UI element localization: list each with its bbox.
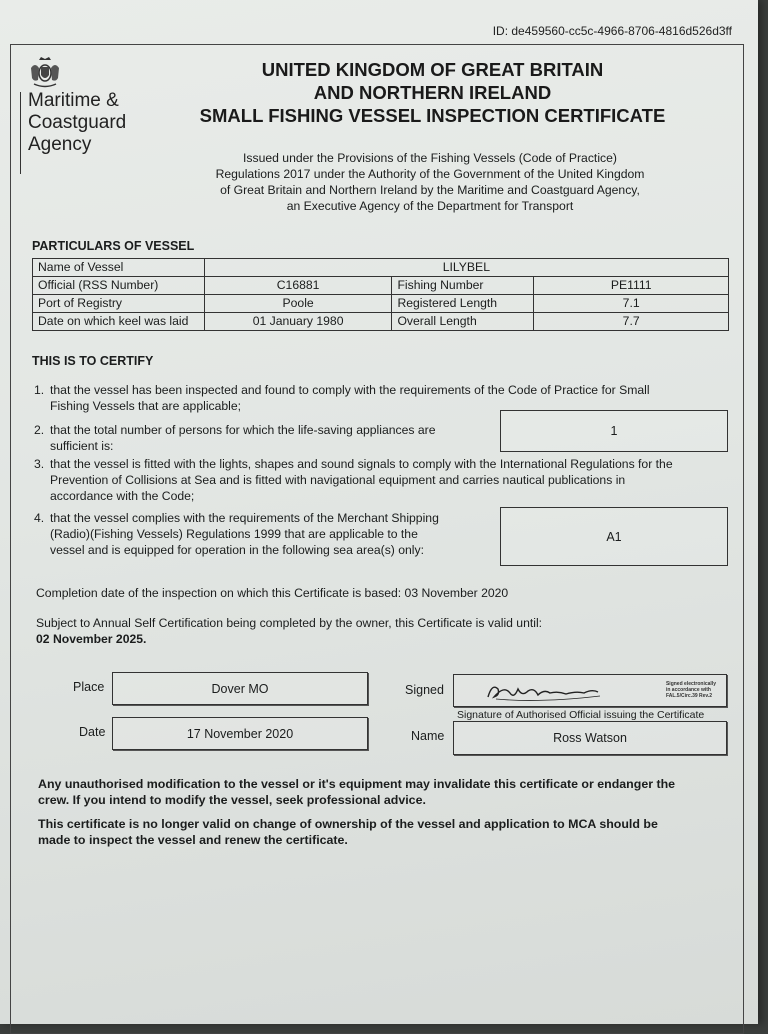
title-line-2: AND NORTHERN IRELAND	[313, 82, 552, 103]
logo-divider	[20, 92, 21, 174]
item-2-line-2: sufficient is:	[50, 439, 114, 453]
fishing-number-value: PE1111	[534, 277, 729, 295]
place-field: Dover MO	[112, 672, 368, 705]
overall-length-value: 7.7	[534, 313, 729, 331]
name-label: Name	[411, 729, 445, 743]
signature-electronic-note	[666, 681, 716, 699]
signed-label: Signed	[405, 683, 444, 697]
item-4-line-3: vessel and is equipped for operation in the following sea area(s) only:	[50, 543, 424, 557]
item-1-line-2: Fishing Vessels that are applicable;	[50, 399, 242, 413]
name-of-vessel-label: Name of Vessel	[33, 259, 205, 277]
item-number: 3.	[34, 457, 45, 471]
certify-title: THIS IS TO CERTIFY	[32, 354, 154, 368]
date-label: Date	[79, 725, 106, 739]
official-number-value: C16881	[204, 277, 392, 295]
agency-name-line-1: Maritime &	[28, 90, 119, 111]
vessel-particulars-table	[32, 258, 729, 331]
registered-length-value: 7.1	[534, 295, 729, 313]
particulars-title: PARTICULARS OF VESSEL	[32, 239, 195, 253]
warning-2-line-1: This certificate is no longer valid on change of ownership of the vessel and application to MCA should be	[38, 817, 658, 831]
table-row	[33, 295, 729, 313]
item-4-line-2: (Radio)(Fishing Vessels) Regulations 1999 that are applicable to the	[50, 527, 418, 541]
item-text	[50, 510, 439, 558]
title-line-1: UNITED KINGDOM OF GREAT BRITAIN	[261, 59, 604, 80]
document-id: ID: de459560-cc5c-4966-8706-4816d526d3ff	[492, 24, 732, 38]
date-field: 17 November 2020	[112, 717, 368, 750]
fishing-number-label: Fishing Number	[392, 277, 534, 295]
warning-2-line-2: made to inspect the vessel and renew the certificate.	[38, 833, 348, 847]
item-4-line-1: that the vessel complies with the requirements of the Merchant Shipping	[50, 511, 439, 525]
certify-item-4	[34, 510, 494, 560]
validity-text: Subject to Annual Self Certification being completed by the owner, this Certificate is valid until:	[36, 616, 543, 630]
item-text	[50, 422, 435, 454]
table-row	[33, 277, 729, 295]
item-number: 1.	[34, 383, 45, 397]
item-number: 2.	[34, 423, 45, 437]
royal-crest-icon	[28, 56, 62, 90]
name-field: Ross Watson	[453, 721, 727, 755]
table-row	[33, 313, 729, 331]
issued-line-4: an Executive Agency of the Department for Transport	[286, 199, 574, 213]
agency-name-line-2: Coastguard	[28, 112, 127, 133]
validity-statement	[36, 615, 726, 647]
signature-field	[453, 674, 727, 707]
issued-line-2: Regulations 2017 under the Authority of the Government of the United Kingdom	[215, 167, 645, 181]
registered-length-label: Registered Length	[392, 295, 534, 313]
item-2-line-1: that the total number of persons for which the life-saving appliances are	[50, 423, 436, 437]
item-text	[50, 456, 673, 504]
agency-name-line-3: Agency	[28, 134, 92, 155]
title-line-3: SMALL FISHING VESSEL INSPECTION CERTIFICATE	[199, 105, 666, 126]
item-1-line-1: that the vessel has been inspected and found to comply with the requirements of the Code of Practice for Small	[50, 383, 650, 397]
overall-length-label: Overall Length	[392, 313, 534, 331]
official-number-label: Official (RSS Number)	[33, 277, 205, 295]
agency-name	[28, 90, 126, 156]
table-row	[33, 259, 729, 277]
issued-statement	[190, 150, 670, 214]
handwritten-signature-icon	[480, 677, 620, 705]
certificate-title	[160, 58, 705, 127]
valid-until-date: 02 November 2025.	[36, 632, 147, 646]
sig-note-line-1: Signed electronically	[665, 681, 716, 687]
sea-area-box: A1	[500, 507, 728, 566]
completion-statement: Completion date of the inspection on which this Certificate is based: 03 November 2020	[36, 586, 509, 600]
persons-count-box: 1	[500, 410, 728, 452]
warning-1-line-2: crew. If you intend to modify the vessel, seek professional advice.	[38, 793, 426, 807]
port-of-registry-label: Port of Registry	[33, 295, 205, 313]
ownership-warning	[38, 816, 728, 848]
keel-date-label: Date on which keel was laid	[33, 313, 205, 331]
port-of-registry-value: Poole	[204, 295, 392, 313]
issued-line-1: Issued under the Provisions of the Fishing Vessels (Code of Practice)	[243, 151, 617, 165]
warning-1-line-1: Any unauthorised modification to the vessel or it's equipment may invalidate this certificate or endanger the	[38, 777, 676, 791]
name-of-vessel-value: LILYBEL	[204, 259, 728, 277]
sig-note-line-2: in accordance with	[665, 687, 711, 693]
issued-line-3: of Great Britain and Northern Ireland by the Maritime and Coastguard Agency,	[220, 183, 640, 197]
modification-warning	[38, 776, 728, 808]
keel-date-value: 01 January 1980	[204, 313, 392, 331]
signature-caption: Signature of Authorised Official issuing the Certificate	[457, 709, 705, 721]
agency-logo	[20, 56, 135, 176]
item-number: 4.	[34, 511, 45, 525]
item-3-line-3: accordance with the Code;	[50, 489, 195, 503]
item-3-line-1: that the vessel is fitted with the lights, shapes and sound signals to comply with the International Regulations for the	[50, 457, 673, 471]
sig-note-line-3: FAL.5/Circ.39 Rev.2	[665, 693, 713, 699]
place-label: Place	[73, 680, 105, 694]
item-3-line-2: Prevention of Collisions at Sea and is fitted with navigational equipment and carries nautical publications in	[50, 473, 626, 487]
certify-item-2	[34, 422, 494, 456]
certify-item-3	[34, 456, 734, 506]
